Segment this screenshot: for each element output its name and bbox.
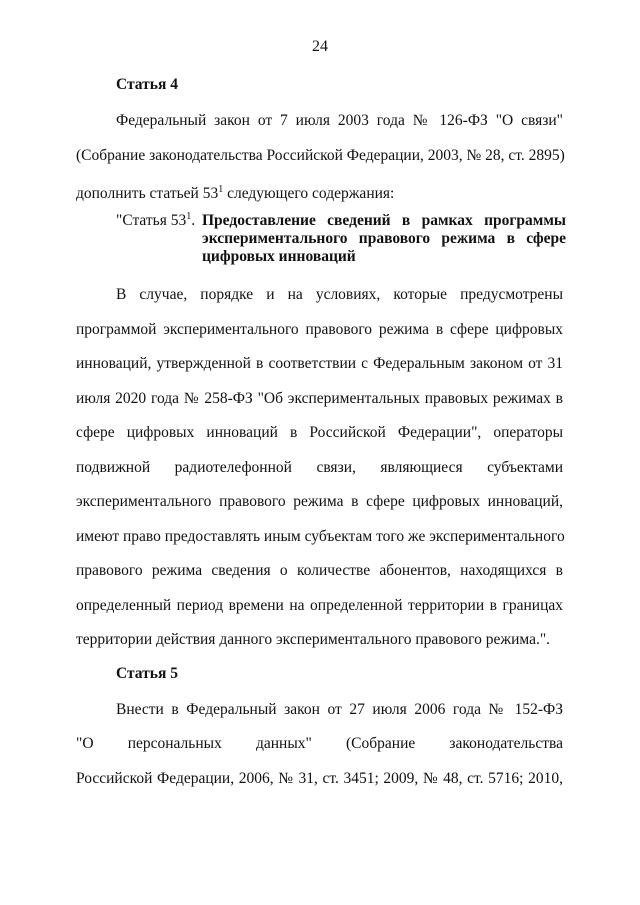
article-4-body-line-last: территории действия данного экспериментального правового режима.". xyxy=(76,631,551,648)
new-article-superscript: 1 xyxy=(186,211,192,222)
article-5-line: "О персональных данных" (Собрание законодательства xyxy=(76,735,563,752)
new-article-dot: . xyxy=(191,212,196,229)
new-article-prefix-text: "Статья 53 xyxy=(116,212,187,229)
article-4-body-line: В случае, порядке и на условиях, которые предусмотрены xyxy=(116,286,563,303)
intro-superscript: 1 xyxy=(218,184,224,195)
article-4-body-line: правового режима сведения о количестве абонентов, находящихся в xyxy=(76,562,563,579)
article-4-body-line: программой экспериментального правового режима в сфере цифровых xyxy=(76,321,563,338)
article-4-intro-line-last xyxy=(76,180,563,204)
article-5-heading: Статья 5 xyxy=(116,665,178,682)
article-4-body-line: экспериментального правового режима в сфере цифровых инноваций, xyxy=(76,493,563,510)
intro-text-before: дополнить статьей 53 xyxy=(76,185,219,202)
intro-text-after: следующего содержания: xyxy=(223,185,395,202)
article-5-line: Российской Федерации, 2006, № 31, ст. 3451; 2009, № 48, ст. 5716; 2010, xyxy=(76,770,563,787)
article-4-body-line: инноваций, утвержденной в соответствии с Федеральным законом от 31 xyxy=(76,355,563,372)
article-4-intro-line: Федеральный закон от 7 июля 2003 года № 126-ФЗ "О связи" xyxy=(116,112,563,129)
new-article-title-line: цифровых инноваций xyxy=(202,248,356,265)
new-article-title-lines xyxy=(202,211,566,267)
article-4-body-line: сфере цифровых инноваций в Российской Федерации", операторы xyxy=(76,424,563,441)
article-4-intro-line: (Собрание законодательства Российской Федерации, 2003, № 28, ст. 2895) xyxy=(76,147,565,164)
article-4-body-line: определенный период времени на определенной территории в границах xyxy=(76,597,563,614)
article-4-body-line: имеют право предоставлять иным субъектам того же экспериментального xyxy=(76,528,565,545)
article-4-heading: Статья 4 xyxy=(116,76,178,93)
new-article-title-line: экспериментального правового режима в сфере xyxy=(202,230,566,247)
new-article-prefix xyxy=(116,211,195,230)
article-4-body-line: июля 2020 года № 258-ФЗ "Об экспериментальных правовых режимах в xyxy=(76,390,563,407)
article-5-line: Внести в Федеральный закон от 27 июля 2006 года № 152-ФЗ xyxy=(116,701,563,718)
new-article-title-line: Предоставление сведений в рамках программы xyxy=(202,212,566,229)
article-4-body-line: подвижной радиотелефонной связи, являющиеся субъектами xyxy=(76,459,563,476)
page-number: 24 xyxy=(312,38,328,55)
